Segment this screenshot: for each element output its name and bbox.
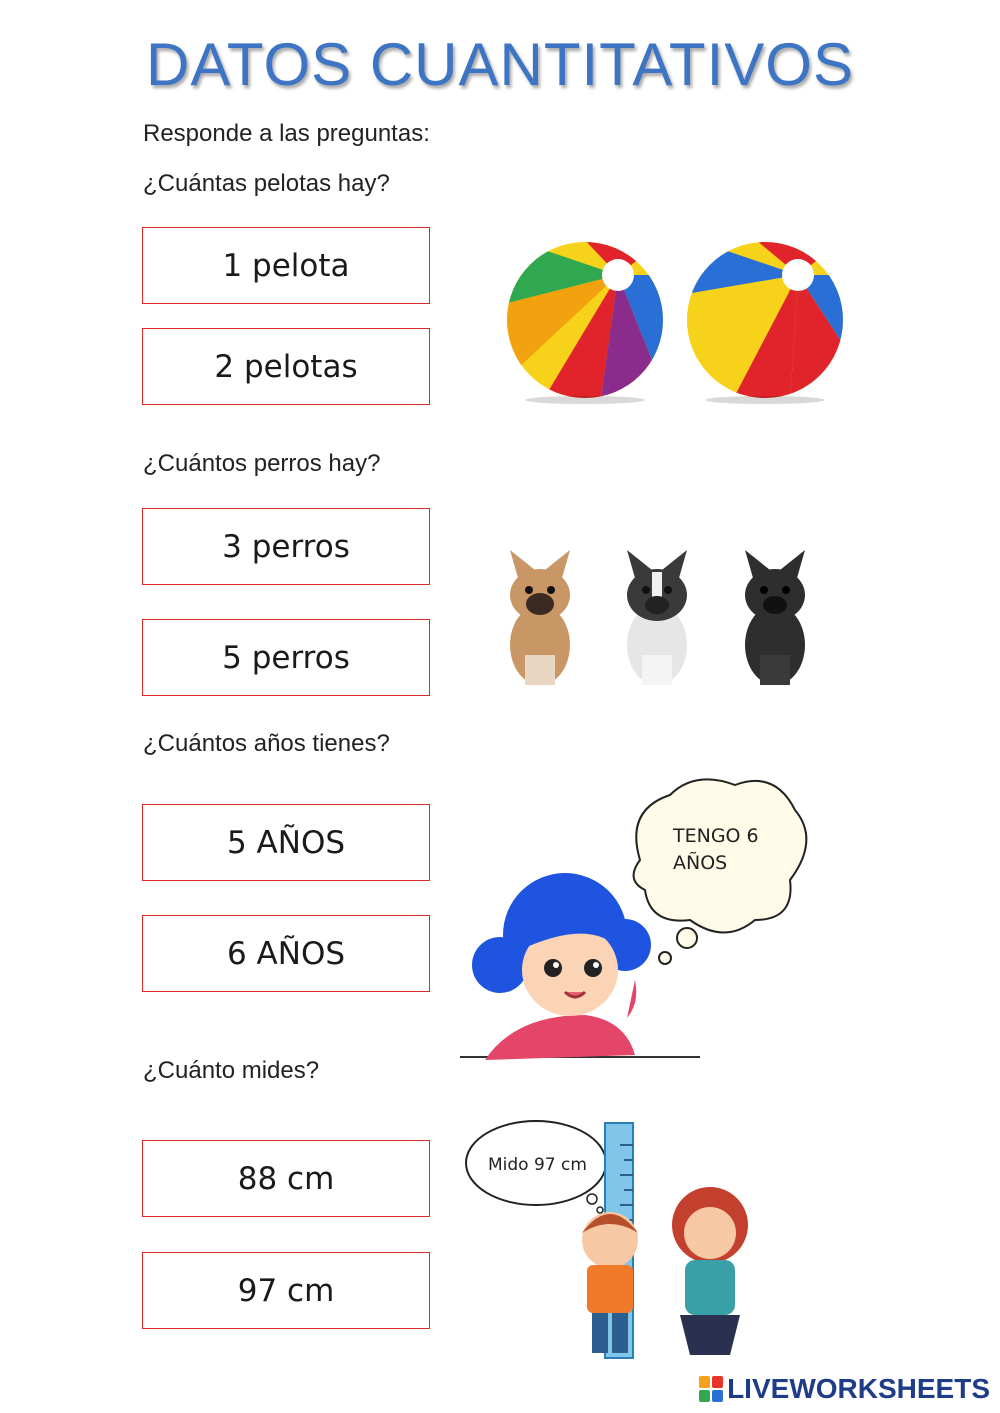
brand-logo[interactable] [699, 1373, 990, 1405]
question-age: ¿Cuántos años tienes? [143, 730, 390, 757]
option-5-perros[interactable]: 5 perros [142, 619, 430, 696]
brand-name: LIVEWORKSHEETS [727, 1373, 990, 1404]
option-2-pelotas[interactable]: 2 pelotas [142, 328, 430, 405]
dog-icon [745, 550, 805, 685]
age-bubble-line1: TENGO 6 [673, 825, 759, 847]
beach-ball-icon [680, 235, 850, 405]
liveworksheets-logo-icon [699, 1376, 723, 1402]
woman-icon [672, 1187, 748, 1355]
option-5-anos[interactable]: 5 AÑOS [142, 804, 430, 881]
beach-ball-icon [500, 235, 670, 405]
girl-icon [472, 873, 651, 1060]
option-88-cm[interactable]: 88 cm [142, 1140, 430, 1217]
option-1-pelota[interactable]: 1 pelota [142, 227, 430, 304]
option-3-perros[interactable]: 3 perros [142, 508, 430, 585]
dogs-illustration [495, 540, 825, 690]
question-dogs: ¿Cuántos perros hay? [143, 450, 381, 477]
height-bubble-text: Mido 97 cm [488, 1155, 587, 1175]
instruction-text: Responde a las preguntas: [143, 120, 430, 147]
dog-icon [627, 550, 687, 685]
beach-balls-illustration [500, 235, 850, 410]
age-bubble-text [673, 823, 759, 877]
girl-thinking-illustration [455, 770, 815, 1065]
option-6-anos[interactable]: 6 AÑOS [142, 915, 430, 992]
age-bubble-line2: AÑOS [673, 852, 728, 874]
page-title: DATOS CUANTITATIVOS [146, 31, 854, 98]
question-height: ¿Cuánto mides? [143, 1057, 320, 1084]
dog-icon [510, 550, 570, 685]
option-97-cm[interactable]: 97 cm [142, 1252, 430, 1329]
question-balls: ¿Cuántas pelotas hay? [143, 170, 390, 197]
